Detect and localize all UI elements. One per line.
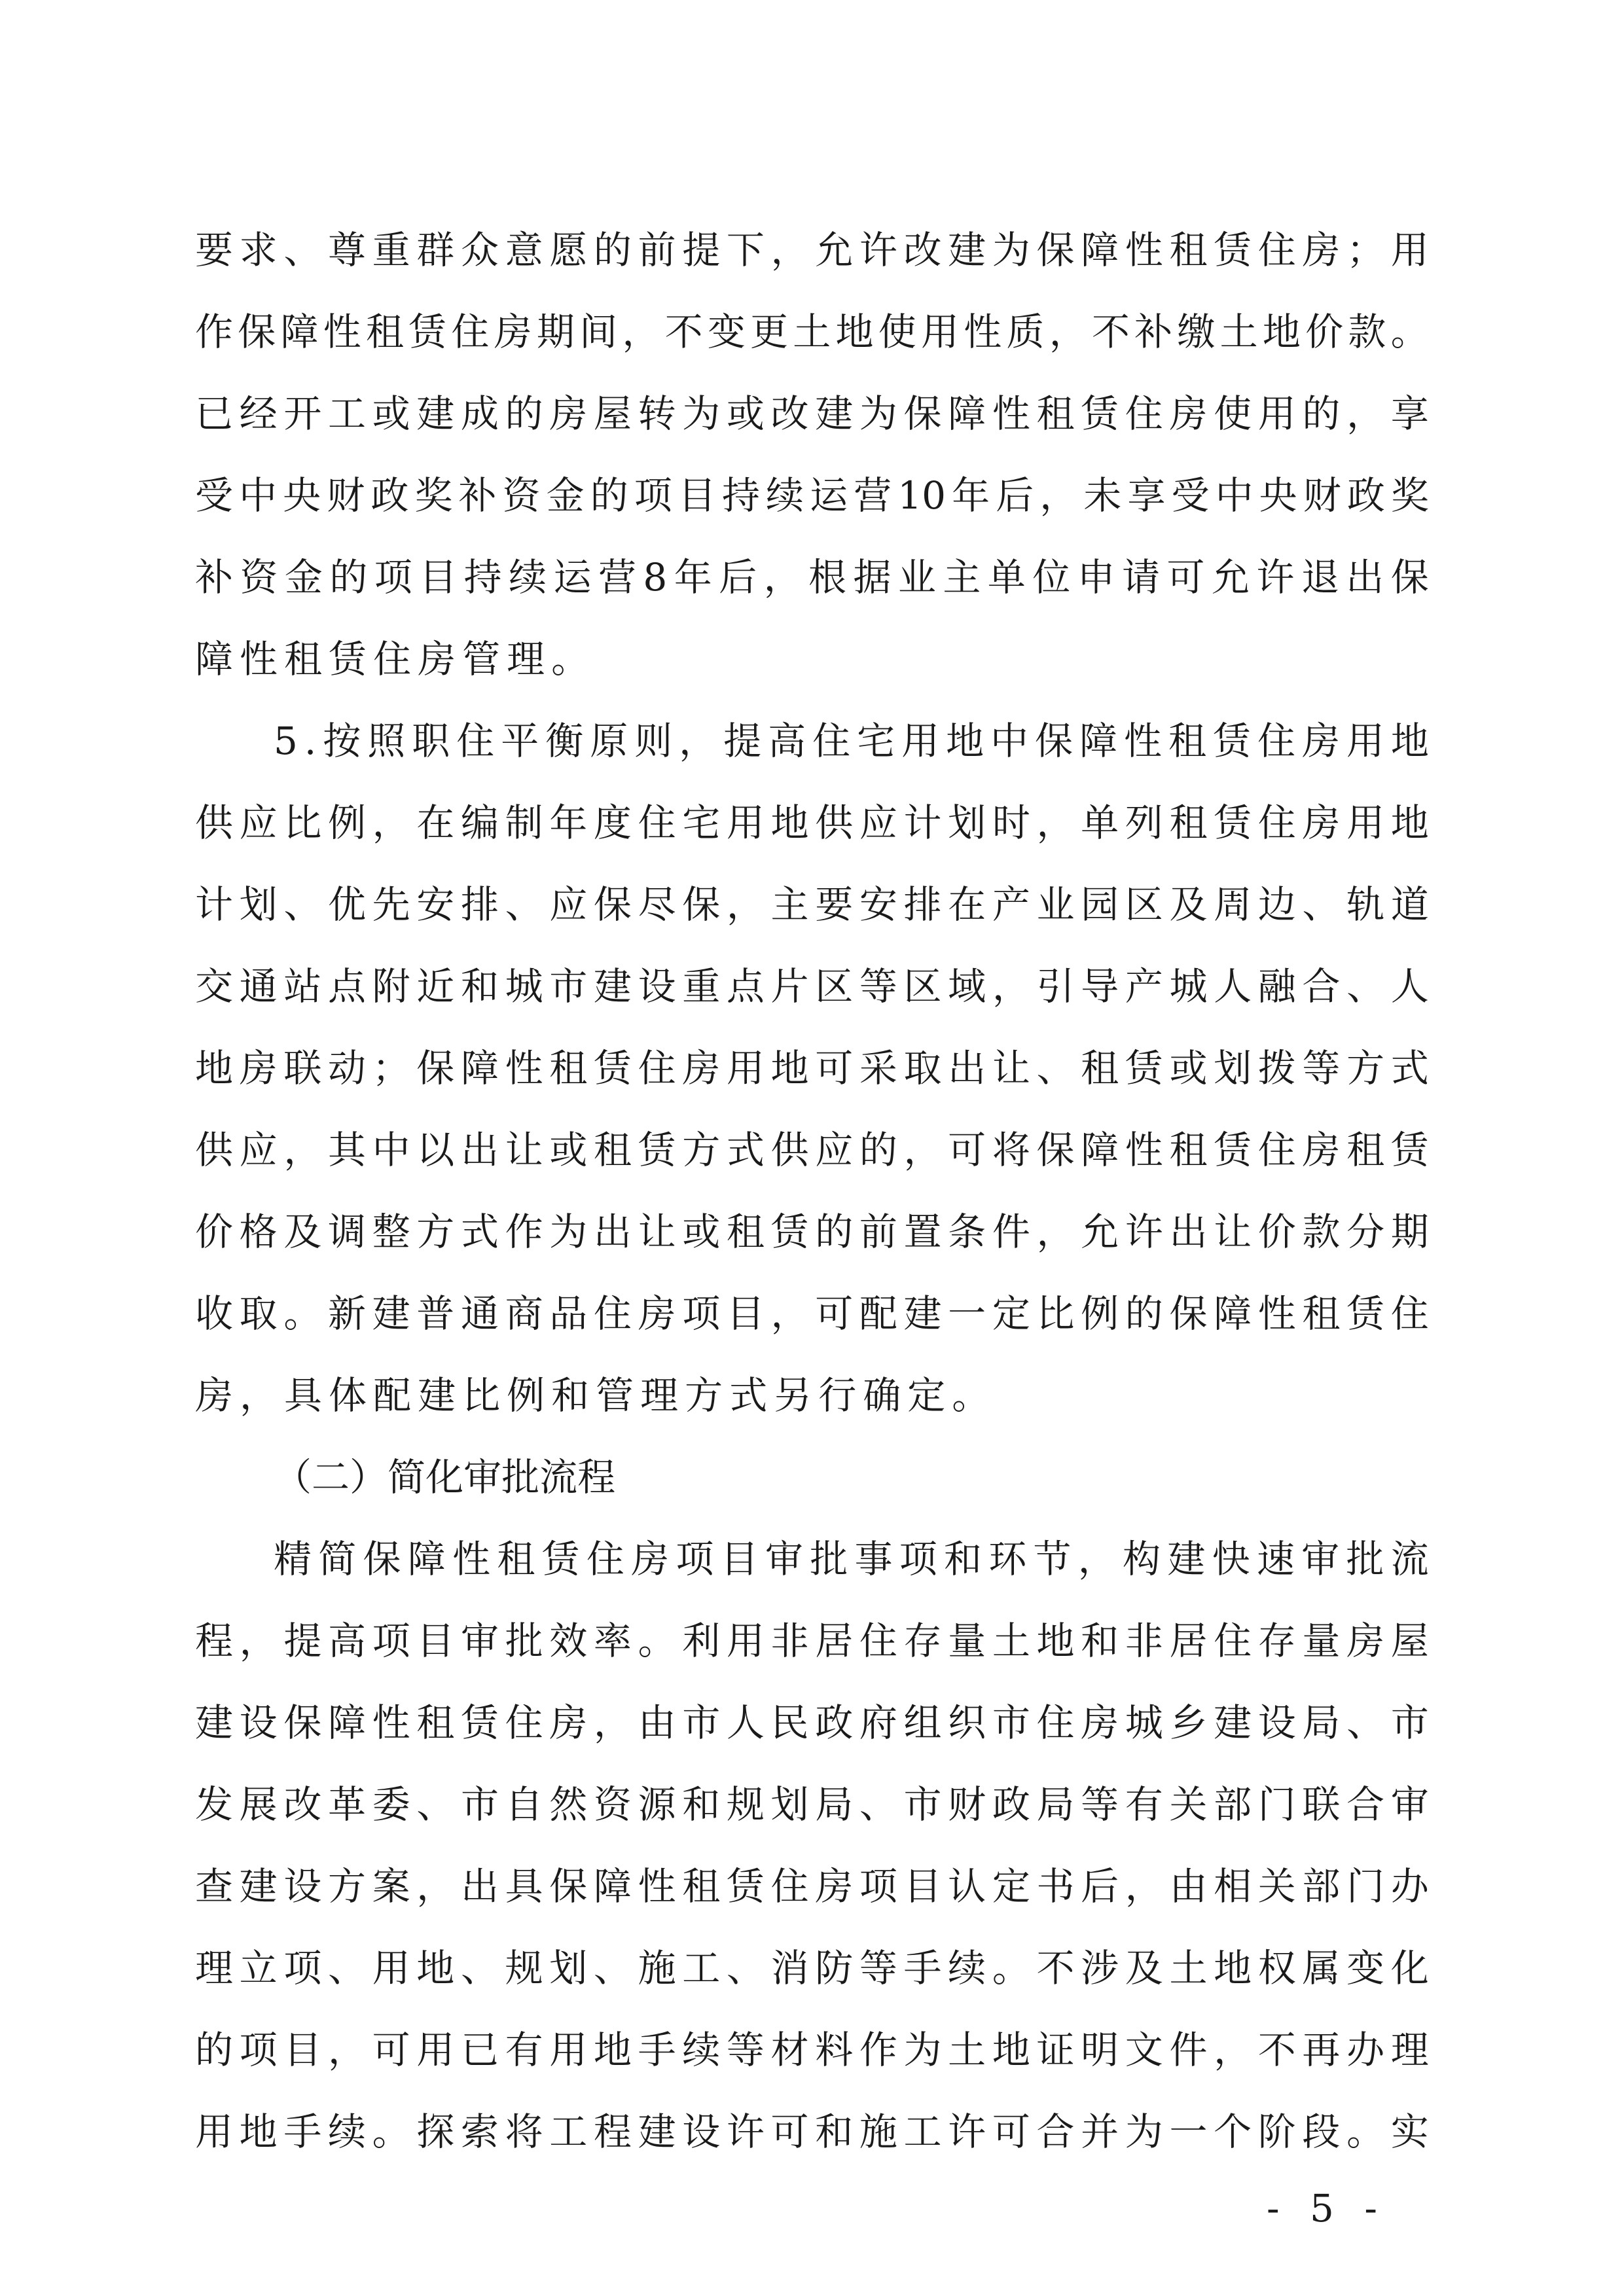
text-line: 查 建 设 方 案 ， 出 具 保 障 性 租 赁 住 房 项 目 认 定 书 后 ， 由 相 关 部 门 办 — [195, 1864, 1429, 1909]
text-line: 房 ， 具 体 配 建 比 例 和 管 理 方 式 另 行 确 定 。 — [195, 1373, 990, 1418]
text-line: 理 立 项 、 用 地 、 规 划 、 施 工 、 消 防 等 手 续 。 不 涉 及 土 地 权 属 变 化 — [195, 1946, 1429, 1990]
text-line: 受 中 央 财 政 奖 补 资 金 的 项 目 持 续 运 营 10 年 后 ， 未 享 受 中 央 财 政 奖 — [195, 473, 1429, 518]
text-line: 供 应 比 例 ， 在 编 制 年 度 住 宅 用 地 供 应 计 划 时 ， 单 列 租 赁 住 房 用 地 — [195, 800, 1429, 845]
text-line: 已 经 开 工 或 建 成 的 房 屋 转 为 或 改 建 为 保 障 性 租 赁 住 房 使 用 的 ， 享 — [195, 391, 1429, 436]
text-line: 供 应 ， 其 中 以 出 让 或 租 赁 方 式 供 应 的 ， 可 将 保 障 性 租 赁 住 房 租 赁 — [195, 1128, 1429, 1172]
item-5-first-line: 5 . 按 照 职 住 平 衡 原 则 ， 提 高 住 宅 用 地 中 保 障 性 租 赁 住 房 用 地 — [274, 719, 1429, 763]
text-line: 补 资 金 的 项 目 持 续 运 营 8 年 后 ， 根 据 业 主 单 位 申 请 可 允 许 退 出 保 — [195, 555, 1429, 600]
text-line: 程 ， 提 高 项 目 审 批 效 率 。 利 用 非 居 住 存 量 土 地 和 非 居 住 存 量 房 屋 — [195, 1619, 1429, 1663]
page-number: - 5 - — [1267, 2186, 1386, 2231]
text-line: 价 格 及 调 整 方 式 作 为 出 让 或 租 赁 的 前 置 条 件 ， 允 许 出 让 价 款 分 期 — [195, 1210, 1429, 1254]
section-heading: （ 二 ） 简 化 审 批 流 程 — [274, 1455, 616, 1499]
text-line: 建 设 保 障 性 租 赁 住 房 ， 由 市 人 民 政 府 组 织 市 住 房 城 乡 建 设 局 、 市 — [195, 1700, 1429, 1745]
text-line: 发 展 改 革 委 、 市 自 然 资 源 和 规 划 局 、 市 财 政 局 等 有 关 部 门 联 合 审 — [195, 1782, 1429, 1827]
text-line: 用 地 手 续 。 探 索 将 工 程 建 设 许 可 和 施 工 许 可 合 并 为 一 个 阶 段 。 实 — [195, 2109, 1429, 2154]
text-line: 交 通 站 点 附 近 和 城 市 建 设 重 点 片 区 等 区 域 ， 引 导 产 城 人 融 合 、 人 — [195, 964, 1429, 1009]
text-line: 计 划 、 优 先 安 排 、 应 保 尽 保 ， 主 要 安 排 在 产 业 园 区 及 周 边 、 轨 道 — [195, 882, 1429, 927]
paragraph-first-line: 精 简 保 障 性 租 赁 住 房 项 目 审 批 事 项 和 环 节 ， 构 建 快 速 审 批 流 — [274, 1537, 1429, 1581]
text-line: 作 保 障 性 租 赁 住 房 期 间 ， 不 变 更 土 地 使 用 性 质 ， 不 补 缴 土 地 价 款 。 — [195, 310, 1429, 354]
body-text — [195, 209, 1429, 2173]
text-line: 要 求 、 尊 重 群 众 意 愿 的 前 提 下 ， 允 许 改 建 为 保 障 性 租 赁 住 房 ； 用 — [195, 228, 1429, 272]
text-line: 地 房 联 动 ； 保 障 性 租 赁 住 房 用 地 可 采 取 出 让 、 租 赁 或 划 拨 等 方 式 — [195, 1046, 1429, 1090]
text-line: 收 取 。 新 建 普 通 商 品 住 房 项 目 ， 可 配 建 一 定 比 例 的 保 障 性 租 赁 住 — [195, 1291, 1429, 1336]
text-line: 障 性 租 赁 住 房 管 理 。 — [195, 637, 590, 681]
text-line: 的 项 目 ， 可 用 已 有 用 地 手 续 等 材 料 作 为 土 地 证 明 文 件 ， 不 再 办 理 — [195, 2028, 1429, 2072]
